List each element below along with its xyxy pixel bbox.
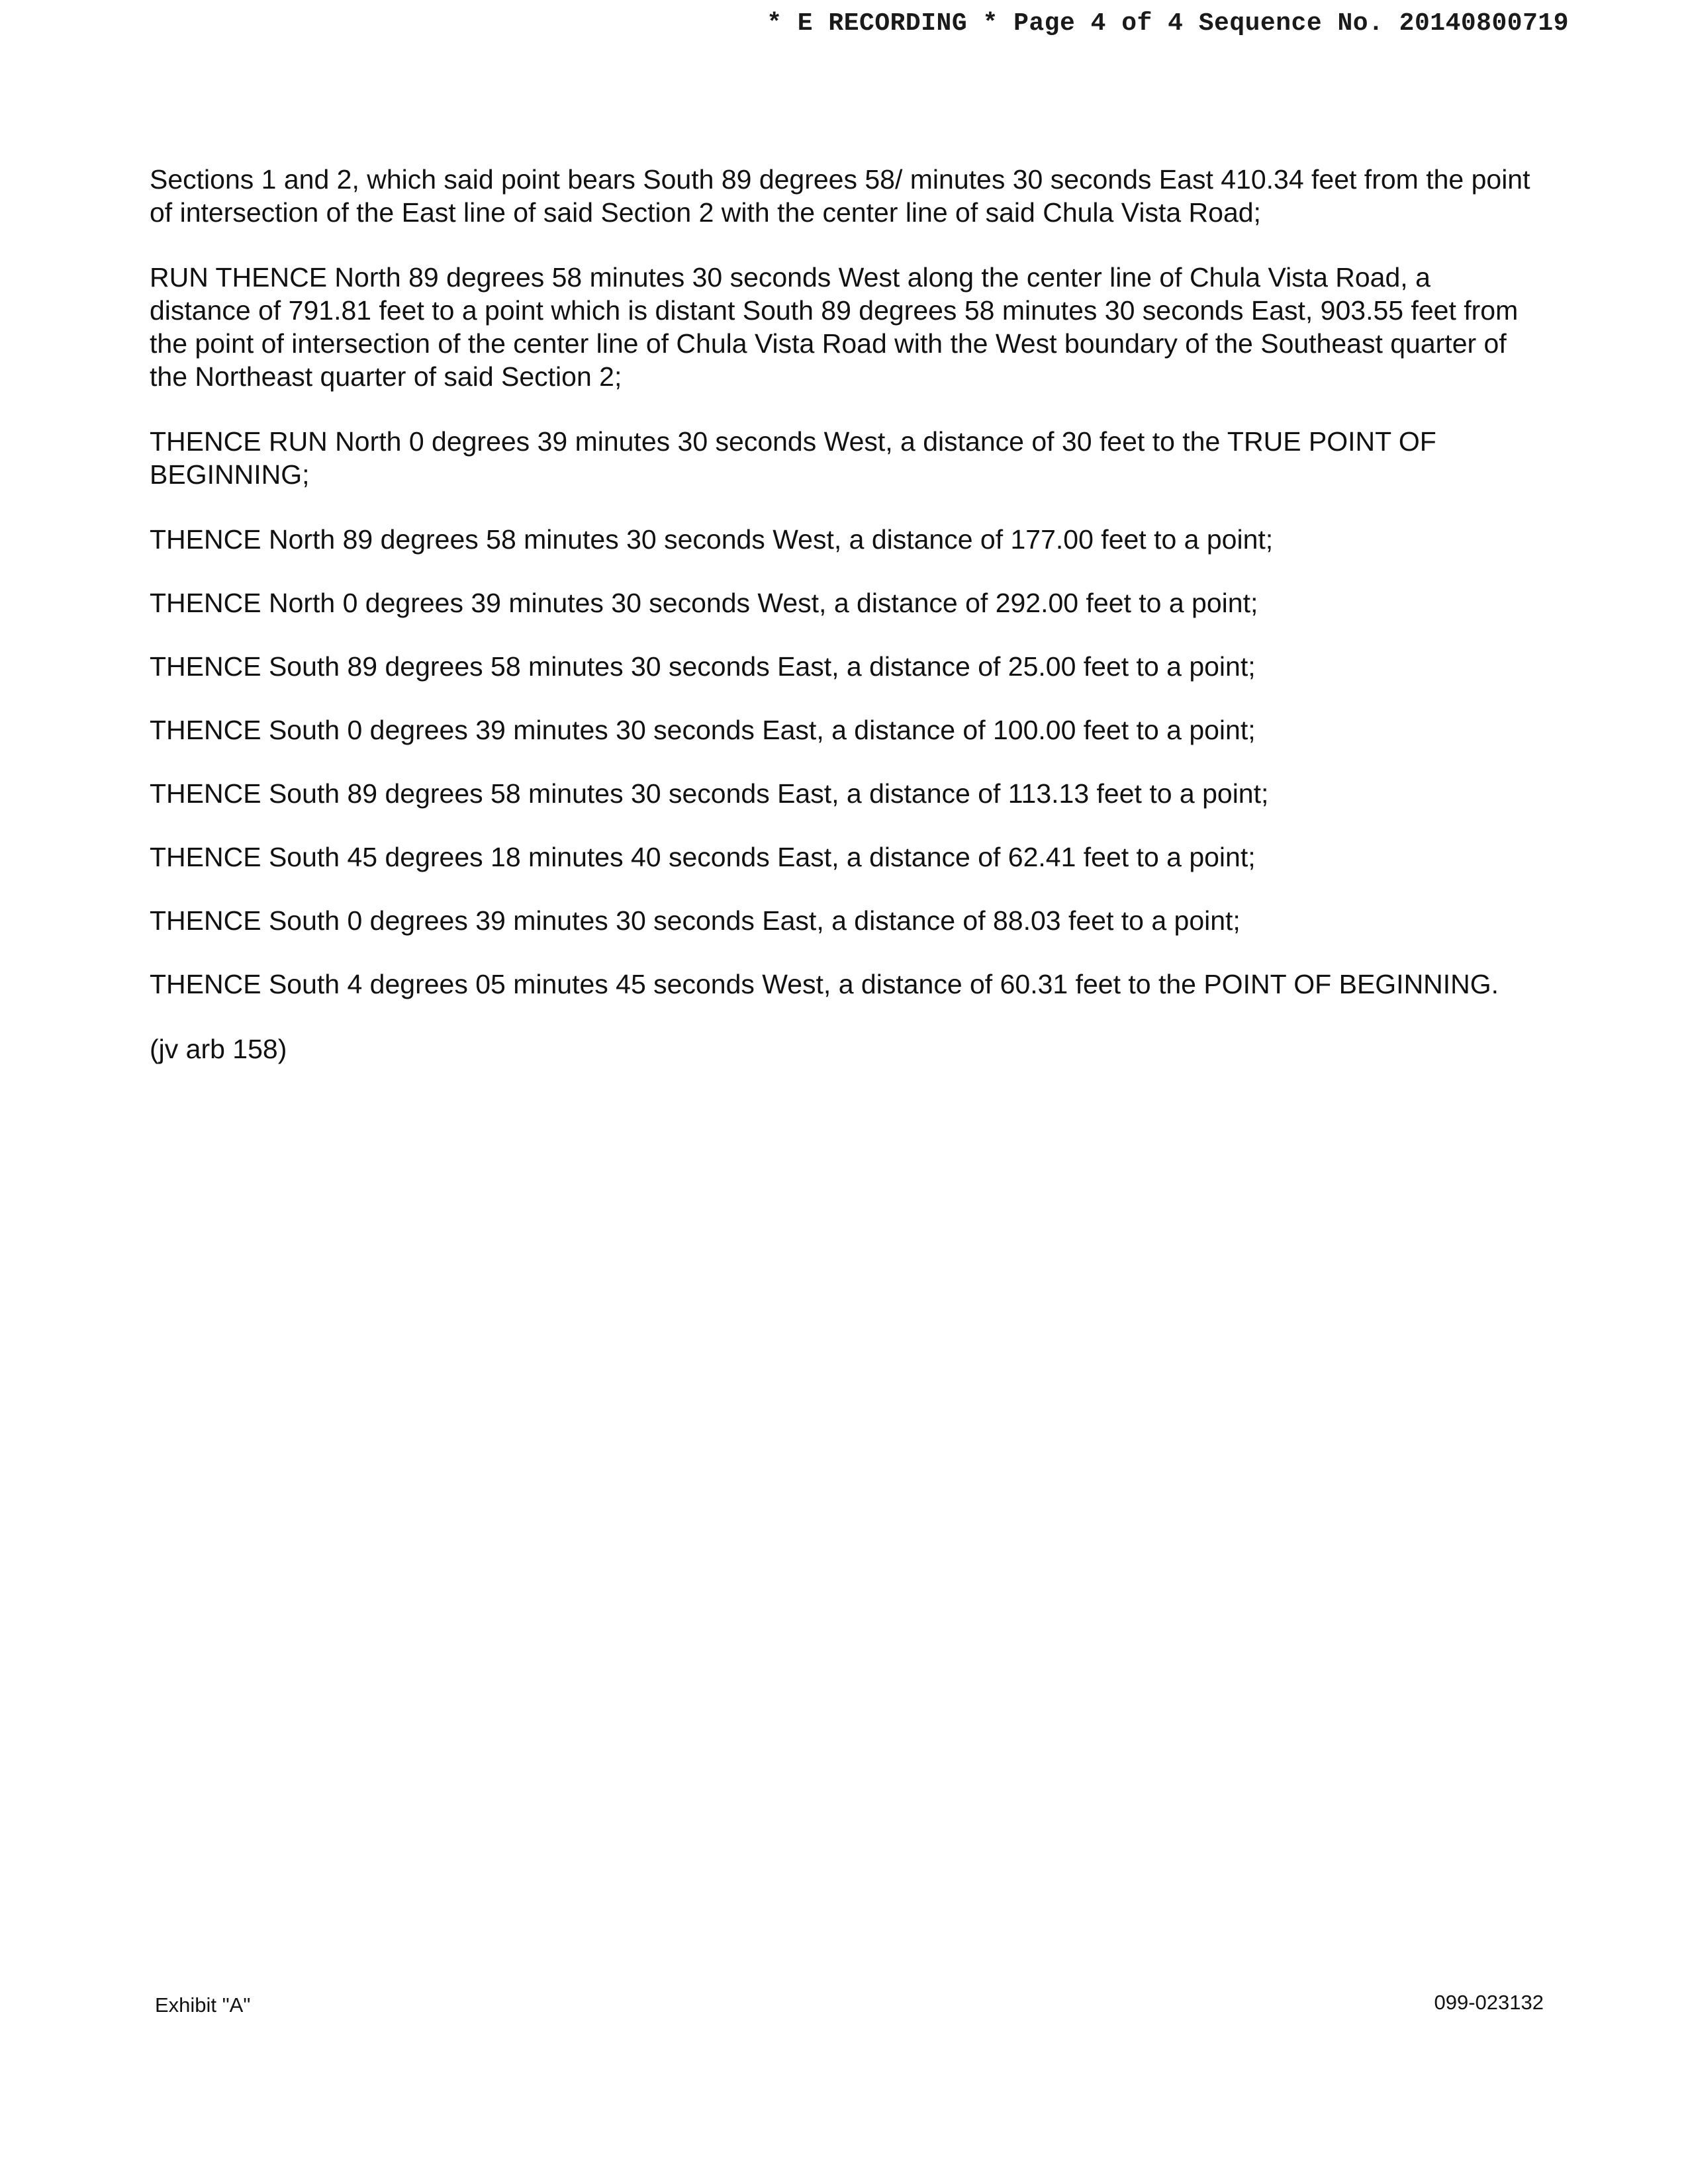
paragraph-course-3: THENCE South 89 degrees 58 minutes 30 seconds East, a distance of 25.00 feet to a point; bbox=[150, 651, 1256, 682]
paragraph-point-of-beginning: THENCE South 4 degrees 05 minutes 45 seconds West, a distance of 60.31 feet to the POINT OF BEGINNING. bbox=[150, 969, 1499, 999]
paragraph-course-7: THENCE South 0 degrees 39 minutes 30 seconds East, a distance of 88.03 feet to a point; bbox=[150, 905, 1241, 936]
paragraph-course-5: THENCE South 89 degrees 58 minutes 30 seconds East, a distance of 113.13 feet to a point; bbox=[150, 778, 1269, 809]
recording-header: * E RECORDING * Page 4 of 4 Sequence No. 20140800719 bbox=[767, 9, 1569, 38]
paragraph-reference-note: (jv arb 158) bbox=[150, 1034, 287, 1064]
paragraph-true-point: THENCE RUN North 0 degrees 39 minutes 30 seconds West, a distance of 30 feet to the TRUE POINT OF BEGINNING; bbox=[150, 426, 1436, 490]
paragraph-course-1: THENCE North 89 degrees 58 minutes 30 seconds West, a distance of 177.00 feet to a point; bbox=[150, 524, 1274, 555]
paragraph-run-thence: RUN THENCE North 89 degrees 58 minutes 30 seconds West along the center line of Chula Vista Road, a distance of 791.81 feet to a point which is distant South 89 degrees 58 minutes 30 seconds East, 903.55 feet from the point of intersection of the center line of Chula Vista Road with the West boundary of the Southeast quarter of the Northeast quarter of said Section 2; bbox=[150, 262, 1519, 392]
paragraph-sections: Sections 1 and 2, which said point bears South 89 degrees 58/ minutes 30 seconds East 410.34 feet from the point of intersection of the East line of said Section 2 with the center line of said Chula Vista Road; bbox=[150, 164, 1530, 228]
paragraph-course-2: THENCE North 0 degrees 39 minutes 30 seconds West, a distance of 292.00 feet to a point; bbox=[150, 588, 1258, 618]
document-number: 099-023132 bbox=[1434, 1991, 1544, 2014]
legal-description bbox=[150, 163, 1533, 1097]
exhibit-label: Exhibit "A" bbox=[155, 1993, 251, 2017]
paragraph-course-6: THENCE South 45 degrees 18 minutes 40 seconds East, a distance of 62.41 feet to a point; bbox=[150, 842, 1256, 872]
paragraph-course-4: THENCE South 0 degrees 39 minutes 30 seconds East, a distance of 100.00 feet to a point; bbox=[150, 715, 1256, 745]
